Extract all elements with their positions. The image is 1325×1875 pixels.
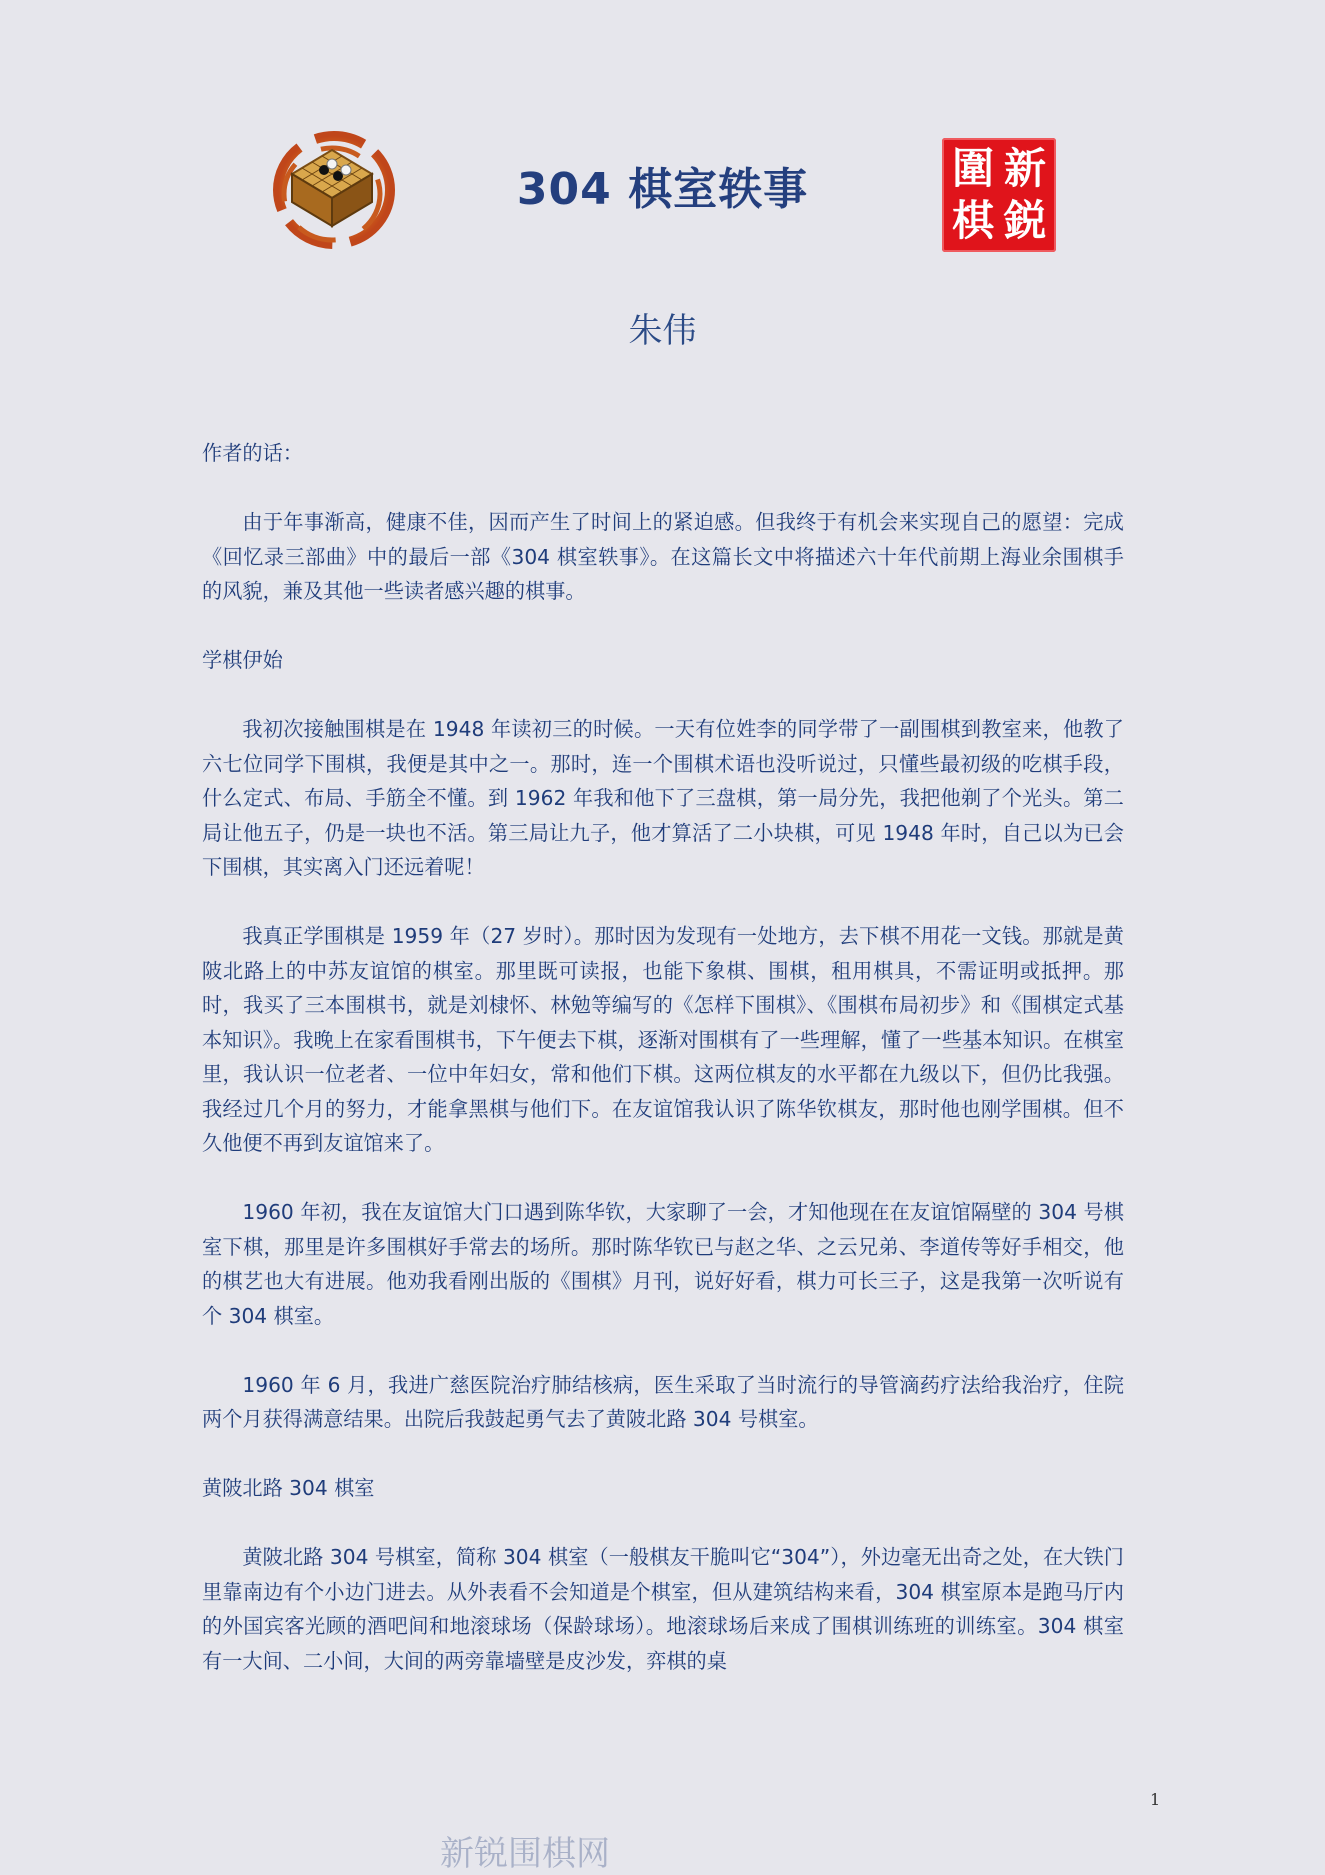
section-heading-learning: 学棋伊始 — [202, 648, 283, 672]
paragraph: 我真正学围棋是 1959 年（27 岁时）。那时因为发现有一处地方，去下棋不用花一文钱。那就是黄陂北路上的中苏友谊馆的棋室。那里既可读报，也能下象棋、围棋，租用棋具，不需证明或抵押。那时，我买了三本围棋书，就是刘棣怀、林勉等编写的《怎样下围棋》、《围棋布局初步》和《围棋定式基本知识》。我晚上在家看围棋书，下午便去下棋，逐渐对围棋有了一些理解，懂了一些基本知识。在棋室里，我认识一位老者、一位中年妇女，常和他们下棋。这两位棋友的水平都在九级以下，但仍比我强。我经过几个月的努力，才能拿黑棋与他们下。在友谊馆我认识了陈华钦棋友，那时他也刚学围棋。但不久他便不再到友谊馆来了。 — [202, 924, 1124, 1155]
page-number: 1 — [1150, 1790, 1161, 1809]
document-body — [202, 436, 1124, 1713]
red-seal-stamp — [942, 138, 1056, 252]
paragraph: 我初次接触围棋是在 1948 年读初三的时候。一天有位姓李的同学带了一副围棋到教室来，他教了六七位同学下围棋，我便是其中之一。那时，连一个围棋术语也没听说过，只懂些最初级的吃棋手段，什么定式、布局、手筋全不懂。到 1962 年我和他下了三盘棋，第一局分先，我把他剃了个光头。第二局让他五子，仍是一块也不活。第三局让九子，他才算活了二小块棋，可见 1948 年时，自己以为已会下围棋，其实离入门还远着呢！ — [202, 717, 1124, 879]
section-heading-authors-note: 作者的话： — [202, 441, 303, 465]
paragraph: 黄陂北路 304 号棋室，简称 304 棋室（一般棋友干脆叫它“304”），外边毫无出奇之处，在大铁门里靠南边有个小边门进去。从外表看不会知道是个棋室，但从建筑结构来看，304 棋室原本是跑马厅内的外国宾客光顾的酒吧间和地滚球场（保龄球场）。地滚球场后来成了围棋训练班的训练室。304 棋室有一大间、二小间，大间的两旁靠墙壁是皮沙发，弈棋的桌 — [202, 1545, 1124, 1673]
seal-char-2: 圍 — [951, 144, 994, 193]
document-title: 304 棋室轶事 — [516, 164, 809, 215]
footer-watermark: 新锐围棋网 — [440, 1834, 610, 1874]
seal-char-3: 鋭 — [1003, 196, 1046, 245]
section-heading-304-room: 黄陂北路 304 棋室 — [202, 1476, 375, 1500]
paragraph: 1960 年初，我在友谊馆大门口遇到陈华钦，大家聊了一会，才知他现在在友谊馆隔壁的 304 号棋室下棋，那里是许多围棋好手常去的场所。那时陈华钦已与赵之华、之云兄弟、李道传等好手相交，他的棋艺也大有进展。他劝我看刚出版的《围棋》月刊，说好好看，棋力可长三子，这是我第一次听说有个 304 棋室。 — [202, 1200, 1124, 1328]
seal-char-1: 新 — [1003, 144, 1046, 193]
seal-char-4: 棋 — [951, 196, 994, 245]
paragraph: 由于年事渐高，健康不佳，因而产生了时间上的紧迫感。但我终于有机会来实现自己的愿望：完成《回忆录三部曲》中的最后一部《304 棋室轶事》。在这篇长文中将描述六十年代前期上海业余围棋手的风貌，兼及其他一些读者感兴趣的棋事。 — [202, 510, 1124, 603]
paragraph: 1960 年 6 月，我进广慈医院治疗肺结核病，医生采取了当时流行的导管滴药疗法给我治疗，住院两个月获得满意结果。出院后我鼓起勇气去了黄陂北路 304 号棋室。 — [202, 1372, 1124, 1431]
author-name: 朱伟 — [628, 311, 697, 351]
